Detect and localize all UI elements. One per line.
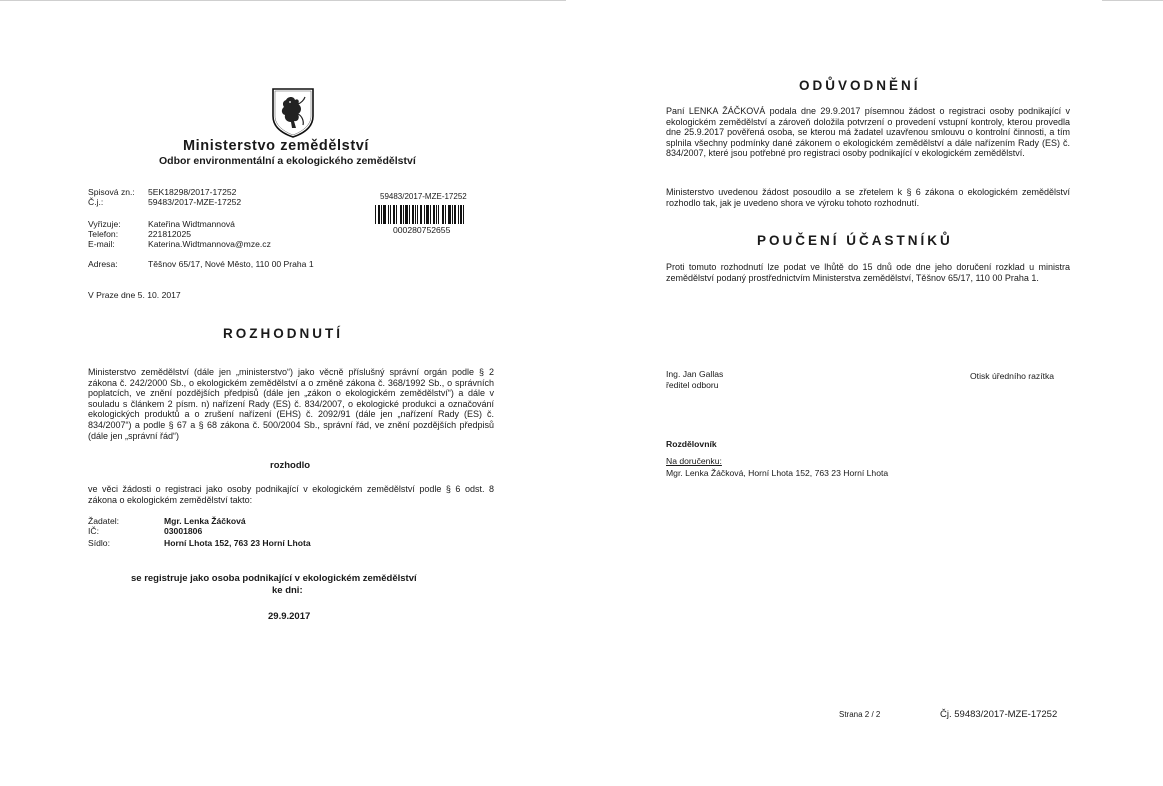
decided-word: rozhodlo [270,460,311,471]
decision-heading: ROZHODNUTÍ [223,326,343,341]
signer-name: Ing. Jan Gallas [666,369,724,379]
cj-label: Č.j.: [88,197,104,207]
signer-role: ředitel odboru [666,380,719,390]
zadatel-label: Žadatel: [88,516,120,526]
adresa-value: Těšnov 65/17, Nové Město, 110 00 Praha 1 [148,259,314,269]
barcode-number: 000280752655 [393,225,451,235]
barcode-reference: 59483/2017-MZE-17252 [380,192,467,201]
verdict-line-2: ke dni: [272,585,303,596]
reasoning-heading: ODŮVODNĚNÍ [799,78,921,93]
adresa-label: Adresa: [88,259,118,269]
coat-of-arms-icon [272,88,314,138]
telefon-value: 221812025 [148,229,192,239]
document-page-right [582,0,1163,786]
reasoning-paragraph-1: Paní LENKA ŽÁČKOVÁ podala dne 29.9.2017 písemnou žádost o registraci osoby podnikající v ekologickém zemědělství a zároveň doložila potvrzení o provedení vstupní kontroly, kterou provedla dne 25.9.2017 pověřená osoba, se kterou má žadatel uzavřenou smlouvu o kontrolní činnosti, a tím splnila všechny podmínky dané zákonem o ekologickém zemědělství a dále nařízením Rady (ES) č. 834/2007, které jsou potřebné pro registraci osoby podnikající v ekologickém zemědělství. [666,106,1070,159]
spisova-value: 5EK18298/2017-17252 [148,187,237,197]
page-number: Strana 2 / 2 [839,710,881,719]
spisova-label: Spisová zn.: [88,187,135,197]
date-line: V Praze dne 5. 10. 2017 [88,290,181,300]
zadatel-value: Mgr. Lenka Žáčková [164,516,246,526]
intro-paragraph: Ministerstvo zemědělství (dále jen „ministerstvo“) jako věcně příslušný správní orgán podle § 2 zákona č. 242/2000 Sb., o ekologickém zemědělství a o změně zákona č. 368/1992 Sb., o správních poplatcích, ve znění pozdějších předpisů (dále jen „zákon o ekologickém zemědělství“) a dále v souladu s článkem 2 písm. n) nařízení Rady (ES) č. 834/2007, o ekologické produkci a označování ekologických produktů a o zrušení nařízení (EHS) č. 2092/91 (dále jen „nařízení Rady (ES) č. 834/2007“) a podle § 67 a § 68 zákona č. 500/2004 Sb., správní řád, ve znění pozdějších předpisů (dále jen „správní řád“) [88,367,494,441]
scan-edge-line [0,0,566,1]
ministry-title: Ministerstvo zemědělství [183,138,370,154]
barcode-image [375,205,473,224]
reasoning-paragraph-2: Ministerstvo uvedenou žádost posoudilo a se zřetelem k § 6 zákona o ekologickém zemědělství rozhodlo tak, jak je uvedeno shora ve výroku tohoto rozhodnutí. [666,187,1070,208]
vyrizuje-label: Vyřizuje: [88,219,121,229]
vyrizuje-value: Kateřina Widtmannová [148,219,235,229]
scan-edge-line [1102,0,1163,1]
department-subtitle: Odbor environmentální a ekologického zemědělství [159,155,416,167]
ic-value: 03001806 [164,526,203,536]
delivery-label: Na doručenku: [666,456,722,466]
verdict-date: 29.9.2017 [268,611,311,622]
email-label: E-mail: [88,239,115,249]
delivery-value: Mgr. Lenka Žáčková, Horní Lhota 152, 763 23 Horní Lhota [666,468,889,478]
stamp-label: Otisk úředního razítka [970,371,1055,381]
sidlo-label: Sídlo: [88,538,110,548]
ic-label: IČ: [88,526,99,536]
instruction-paragraph: Proti tomuto rozhodnutí lze podat ve lhůtě do 15 dnů ode dne jeho doručení rozklad u ministra zemědělství podaný prostřednictvím Ministerstva zemědělství, Těšnov 65/17, 110 00 Praha 1. [666,262,1070,283]
footer-reference: Čj. 59483/2017-MZE-17252 [940,709,1058,720]
verdict-line-1: se registruje jako osoba podnikající v ekologickém zemědělství [131,573,417,584]
document-page-left [0,0,581,786]
distribution-heading: Rozdělovník [666,439,717,449]
matter-paragraph: ve věci žádosti o registraci jako osoby podnikající v ekologickém zemědělství podle § 6 odst. 8 zákona o ekologickém zemědělství takto: [88,484,494,505]
telefon-label: Telefon: [88,229,119,239]
email-value: Katerina.Widtmannova@mze.cz [148,239,271,249]
cj-value: 59483/2017-MZE-17252 [148,197,242,207]
sidlo-value: Horní Lhota 152, 763 23 Horní Lhota [164,538,311,548]
instruction-heading: POUČENÍ ÚČASTNÍKŮ [757,233,953,248]
